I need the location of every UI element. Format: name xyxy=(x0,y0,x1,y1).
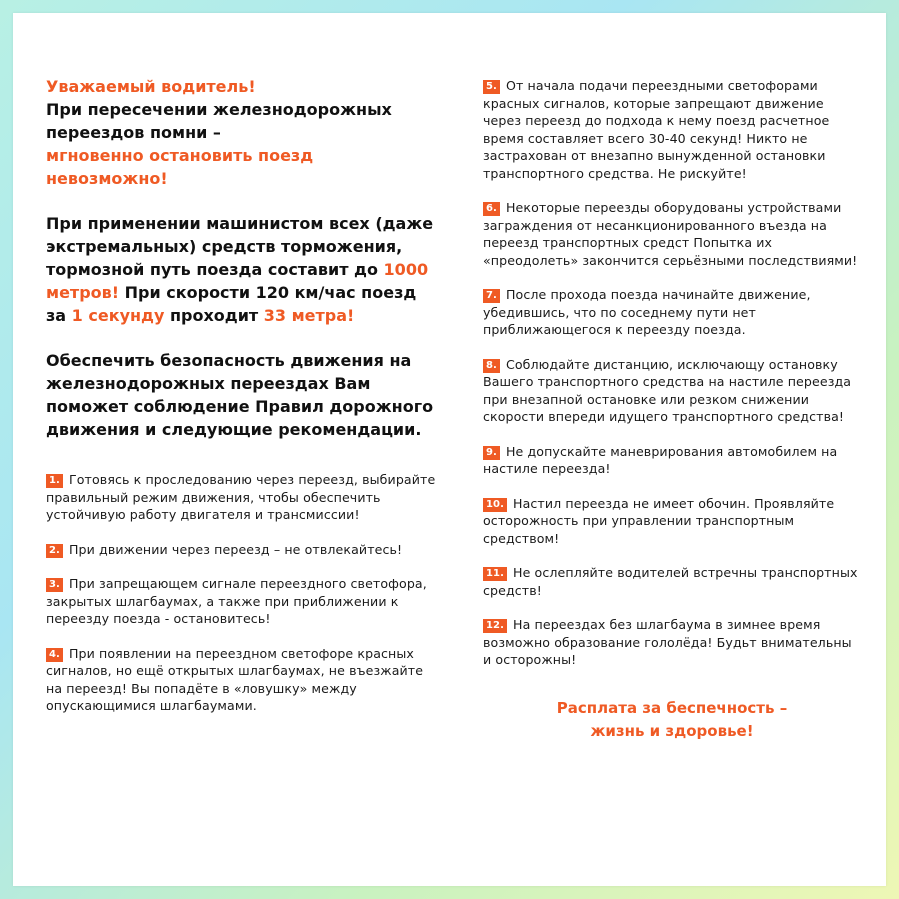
greeting: Уважаемый водитель! xyxy=(46,77,256,96)
braking-text-1: При применении машинистом всех (даже экстремальных) средств торможения, тормозной путь поезда составит до xyxy=(46,214,434,279)
left-column xyxy=(46,75,436,715)
list-item xyxy=(483,356,861,426)
item-text: Не ослепляйте водителей встречны транспортных средств! xyxy=(483,565,858,598)
list-item xyxy=(483,616,861,669)
list-item xyxy=(483,77,861,182)
item-text: При запрещающем сигнале переездного светофора, закрытых шлагбаумах, а также при приближении к переезду поезда - остановитесь! xyxy=(46,576,427,626)
item-number-badge: 7. xyxy=(483,289,500,303)
list-item xyxy=(483,564,861,599)
leaflet-page xyxy=(13,13,886,886)
braking-facts xyxy=(46,212,436,327)
item-number-badge: 3. xyxy=(46,578,63,592)
time-highlight: 1 секунду xyxy=(71,306,165,325)
item-text: От начала подачи переездными светофорами красных сигналов, которые запрещают движение через переезд до подхода к нему поезд расчетное время составляет всего 30-40 секунд! Никто не застрахован от внезапно вынужденной остановки транспортного средства. Не рискуйте! xyxy=(483,78,830,181)
item-text: Соблюдайте дистанцию, исключающу остановку Вашего транспортного средства на настиле переезда при внезапной остановке или резком снижении скорости впереди идущего транспортного средства! xyxy=(483,356,852,424)
item-number-badge: 11. xyxy=(483,567,507,581)
item-number-badge: 5. xyxy=(483,80,500,94)
recommendations-left xyxy=(46,471,436,715)
list-item xyxy=(483,443,861,478)
item-text: При появлении на переездном светофоре красных сигналов, но ещё открытых шлагбаумах, не въезжайте на переезд! Вы попадёте в «ловушку» между опускающимися шлагбаумами. xyxy=(46,645,424,713)
braking-text-2: При скорости 120 км/час поезд за xyxy=(46,283,417,325)
item-text: На переездах без шлагбаума в зимнее время возможно образование гололёда! Будьт внимательны и осторожны! xyxy=(483,617,852,667)
item-text: Не допускайте маневрирования автомобилем на настиле переезда! xyxy=(483,443,838,476)
intro-warning-highlight: мгновенно остановить поезд невозможно! xyxy=(46,146,314,188)
braking-distance-highlight: 1000 метров! xyxy=(46,260,429,302)
item-number-badge: 8. xyxy=(483,359,500,373)
item-text: Готовясь к проследованию через переезд, выбирайте правильный режим движения, чтобы обеспечить устойчивую работу двигателя и трансмиссии! xyxy=(46,472,436,522)
list-item xyxy=(483,199,861,269)
recommendations-intro: Обеспечить безопасность движения на железнодорожных переездах Вам поможет соблюдение Правил дорожного движения и следующие рекомендации. xyxy=(46,351,434,439)
item-text: Некоторые переезды оборудованы устройствами заграждения от несанкционированного въезда на переезд транспортных средст Попытка их «преодолеть» закончится серьёзными последствиями! xyxy=(483,200,858,268)
intro-warning-text: При пересечении железнодорожных переездов помни – xyxy=(46,100,392,142)
item-number-badge: 10. xyxy=(483,498,507,512)
item-text: Настил переезда не имеет обочин. Проявляйте осторожность при управлении транспортным средством! xyxy=(483,495,835,546)
item-text: После прохода поезда начинайте движение, убедившись, что по соседнему пути нет приближающегося к переезду поезда. xyxy=(483,287,811,337)
list-item xyxy=(483,495,861,548)
item-number-badge: 1. xyxy=(46,474,63,488)
item-text: При движении через переезд – не отвлекайтесь! xyxy=(68,541,403,557)
slogan-line-1: Расплата за беспечность – xyxy=(556,698,788,717)
list-item xyxy=(483,286,861,339)
list-item xyxy=(46,645,436,715)
distance-per-second-highlight: 33 метра! xyxy=(263,306,355,325)
slogan-line-2: жизнь и здоровье! xyxy=(590,721,754,740)
item-number-badge: 9. xyxy=(483,446,500,460)
right-column xyxy=(483,77,861,743)
item-number-badge: 2. xyxy=(46,544,63,558)
braking-text-3: проходит xyxy=(164,306,264,325)
list-item xyxy=(46,541,436,559)
slogan xyxy=(483,697,861,743)
intro-warning xyxy=(46,98,436,190)
item-number-badge: 12. xyxy=(483,619,507,633)
recommendations-right xyxy=(483,77,861,669)
item-number-badge: 4. xyxy=(46,648,63,662)
list-item xyxy=(46,575,436,628)
item-number-badge: 6. xyxy=(483,202,500,216)
list-item xyxy=(46,471,436,524)
